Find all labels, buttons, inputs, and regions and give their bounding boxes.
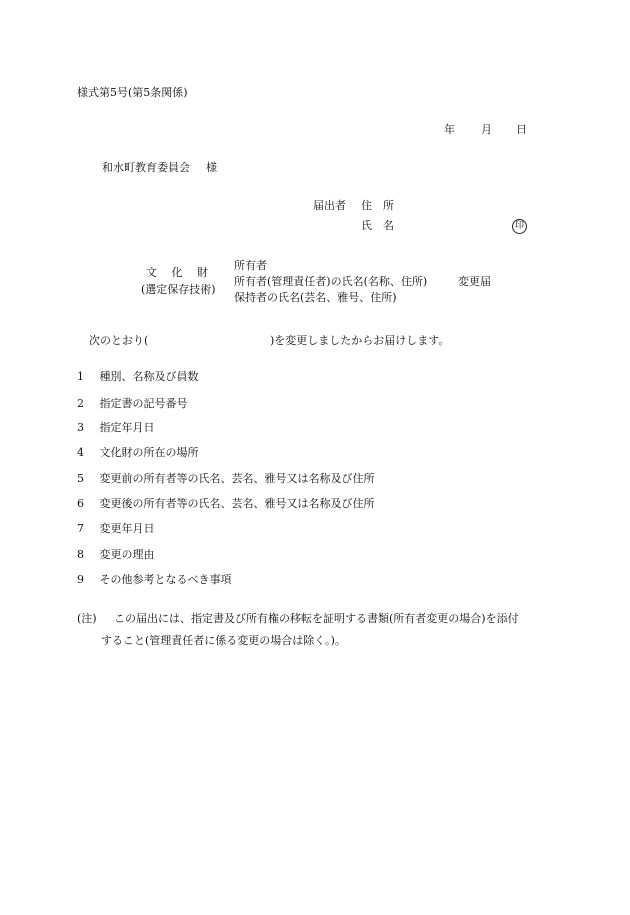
title-cultural-property: 文 化 財 <box>146 266 208 279</box>
list-item <box>77 446 199 460</box>
item-number: 5 <box>77 472 84 485</box>
notifier-address-label: 住 所 <box>361 199 394 212</box>
list-item <box>77 397 188 411</box>
item-number: 4 <box>77 446 84 459</box>
list-item <box>77 548 155 562</box>
date-year-label: 年 <box>444 123 455 136</box>
title-owner: 所有者 <box>234 259 267 272</box>
item-text: 指定書の記号番号 <box>99 397 188 410</box>
title-change-notice: 変更届 <box>458 275 491 288</box>
item-number: 1 <box>77 370 84 383</box>
title-holder: 保持者の氏名(芸名、雅号、住所) <box>234 291 397 304</box>
note-line-2: すること(管理責任者に係る変更の場合は除く。)。 <box>101 634 346 647</box>
list-item <box>77 497 375 511</box>
addressee-honorific: 様 <box>206 161 217 174</box>
item-number: 8 <box>77 548 84 561</box>
item-text: 文化財の所在の場所 <box>99 446 199 459</box>
item-text: 変更前の所有者等の氏名、芸名、雅号又は名称及び住所 <box>99 472 375 485</box>
item-number: 2 <box>77 397 84 410</box>
note-line-1: この届出には、指定書及び所有権の移転を証明する書類(所有者変更の場合)を添付 <box>114 612 519 625</box>
addressee-name: 和水町教育委員会 <box>102 161 190 174</box>
list-item <box>77 522 155 536</box>
notifier-name-label: 氏 名 <box>361 219 394 232</box>
note-label: (注) <box>77 612 97 625</box>
item-text: その他参考となるべき事項 <box>99 573 232 586</box>
list-item <box>77 370 199 384</box>
list-item <box>77 421 155 435</box>
body-text-before: 次のとおり( <box>89 334 149 347</box>
seal-icon: 印 <box>512 219 527 234</box>
item-text: 指定年月日 <box>99 421 155 434</box>
form-number: 様式第5号(第5条関係) <box>77 86 188 99</box>
item-text: 変更後の所有者等の氏名、芸名、雅号又は名称及び住所 <box>99 497 375 510</box>
title-selected-technique: (選定保存技術) <box>141 283 216 296</box>
list-item <box>77 573 232 587</box>
body-text-after: )を変更しましたからお届けします。 <box>270 334 450 347</box>
notifier-label: 届出者 <box>313 199 346 212</box>
item-number: 3 <box>77 421 84 434</box>
list-item <box>77 472 375 486</box>
item-text: 変更の理由 <box>99 548 155 561</box>
item-number: 9 <box>77 573 84 586</box>
item-number: 7 <box>77 522 84 535</box>
item-number: 6 <box>77 497 84 510</box>
item-text: 種別、名称及び員数 <box>99 370 199 383</box>
seal-mark <box>512 218 527 234</box>
title-owner-manager: 所有者(管理責任者)の氏名(名称、住所) <box>234 275 428 288</box>
date-month-label: 月 <box>481 123 492 136</box>
date-day-label: 日 <box>516 123 527 136</box>
item-text: 変更年月日 <box>99 522 155 535</box>
